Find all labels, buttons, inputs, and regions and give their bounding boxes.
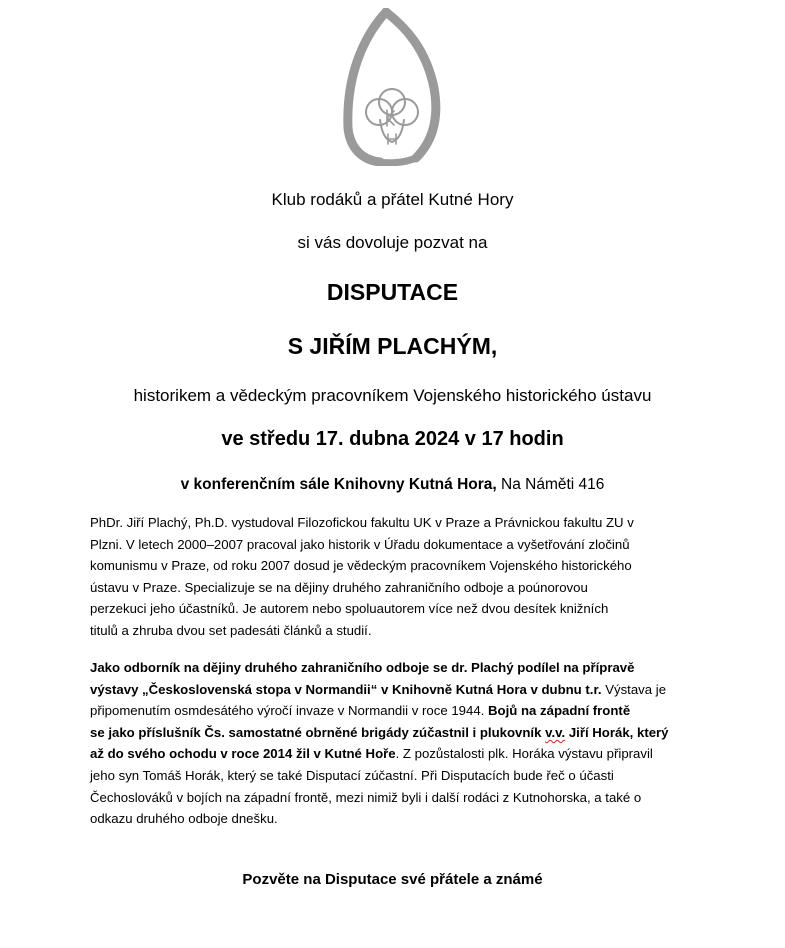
exhibition-line <box>90 722 700 744</box>
exhibition-emphasis: až do svého ochodu v roce 2014 žil v Kutné Hoře <box>90 746 396 762</box>
biography-line: Plzni. V letech 2000–2007 pracoval jako historik v Úřadu dokumentace a vyšetřování zločinů <box>90 536 630 552</box>
spellcheck-flagged-word: v.v. <box>545 724 566 740</box>
exhibition-text: . Z pozůstalosti plk. Horáka výstavu připravil <box>395 746 653 762</box>
biography-line: komunismu v Praze, od roku 2007 dosud je vědeckým pracovníkem Vojenského historického <box>90 558 632 574</box>
biography-line: ústavu v Praze. Specializuje se na dějiny druhého zahraničního odboje a poúnorovou <box>90 579 588 595</box>
exhibition-title: výstavy „Československá stopa v Normandii“ v Knihovně Kutná Hora v dubnu t.r. <box>90 681 602 697</box>
exhibition-emphasis: Bojů na západní frontě <box>488 703 631 719</box>
invite-text: si vás dovoluje pozvat na <box>297 233 488 252</box>
closing-invitation: Pozvěte na Disputace své přátele a známé <box>242 871 543 888</box>
event-venue <box>0 476 785 494</box>
guest-description: historikem a vědeckým pracovníkem Vojenského historického ústavu <box>133 386 652 405</box>
venue-address: Na Náměti 416 <box>496 476 605 493</box>
exhibition-line: odkazu druhého odboje dnešku. <box>90 811 278 827</box>
event-date: ve středu 17. dubna 2024 v 17 hodin <box>221 428 564 450</box>
exhibition-line <box>90 679 700 701</box>
event-guest: S JIŘÍM PLACHÝM, <box>287 333 498 359</box>
exhibition-emphasis: Jiří Horák, který <box>565 724 669 740</box>
club-name: Klub rodáků a přátel Kutné Hory <box>271 190 514 209</box>
biography-paragraph <box>90 512 700 642</box>
exhibition-line: Čechoslováků v bojích na západní frontě, mezi nimiž byli i další rodáci z Kutnohorska, a také o <box>90 789 642 805</box>
exhibition-emphasis: se jako příslušník Čs. samostatné obrněné brigády zúčastnil i plukovník <box>90 724 546 740</box>
biography-line: PhDr. Jiří Plachý, Ph.D. vystudoval Filozofickou fakultu UK v Praze a Právnickou fakultu ZU v <box>90 515 634 530</box>
exhibition-text: Výstava je <box>601 681 667 697</box>
exhibition-line: Jako odborník na dějiny druhého zahraničního odboje se dr. Plachý podílel na přípravě <box>90 660 635 675</box>
venue-name: v konferenčním sále Knihovny Kutná Hora, <box>180 476 497 493</box>
exhibition-line <box>90 700 700 722</box>
exhibition-line: jeho syn Tomáš Horák, který se také Disputací zúčastní. Při Disputacích bude řeč o účasti <box>90 767 614 783</box>
exhibition-paragraph <box>90 657 700 830</box>
biography-line: titulů a zhruba dvou set padesáti článků a studií. <box>90 622 372 638</box>
exhibition-line <box>90 743 700 765</box>
event-title: DISPUTACE <box>326 279 459 305</box>
exhibition-text: připomenutím osmdesátého výročí invaze v Normandii v roce 1944. <box>90 703 489 719</box>
biography-line: perzekuci jeho účastníků. Je autorem nebo spoluautorem více než dvou desítek knižních <box>90 601 609 617</box>
club-logo <box>342 8 442 166</box>
